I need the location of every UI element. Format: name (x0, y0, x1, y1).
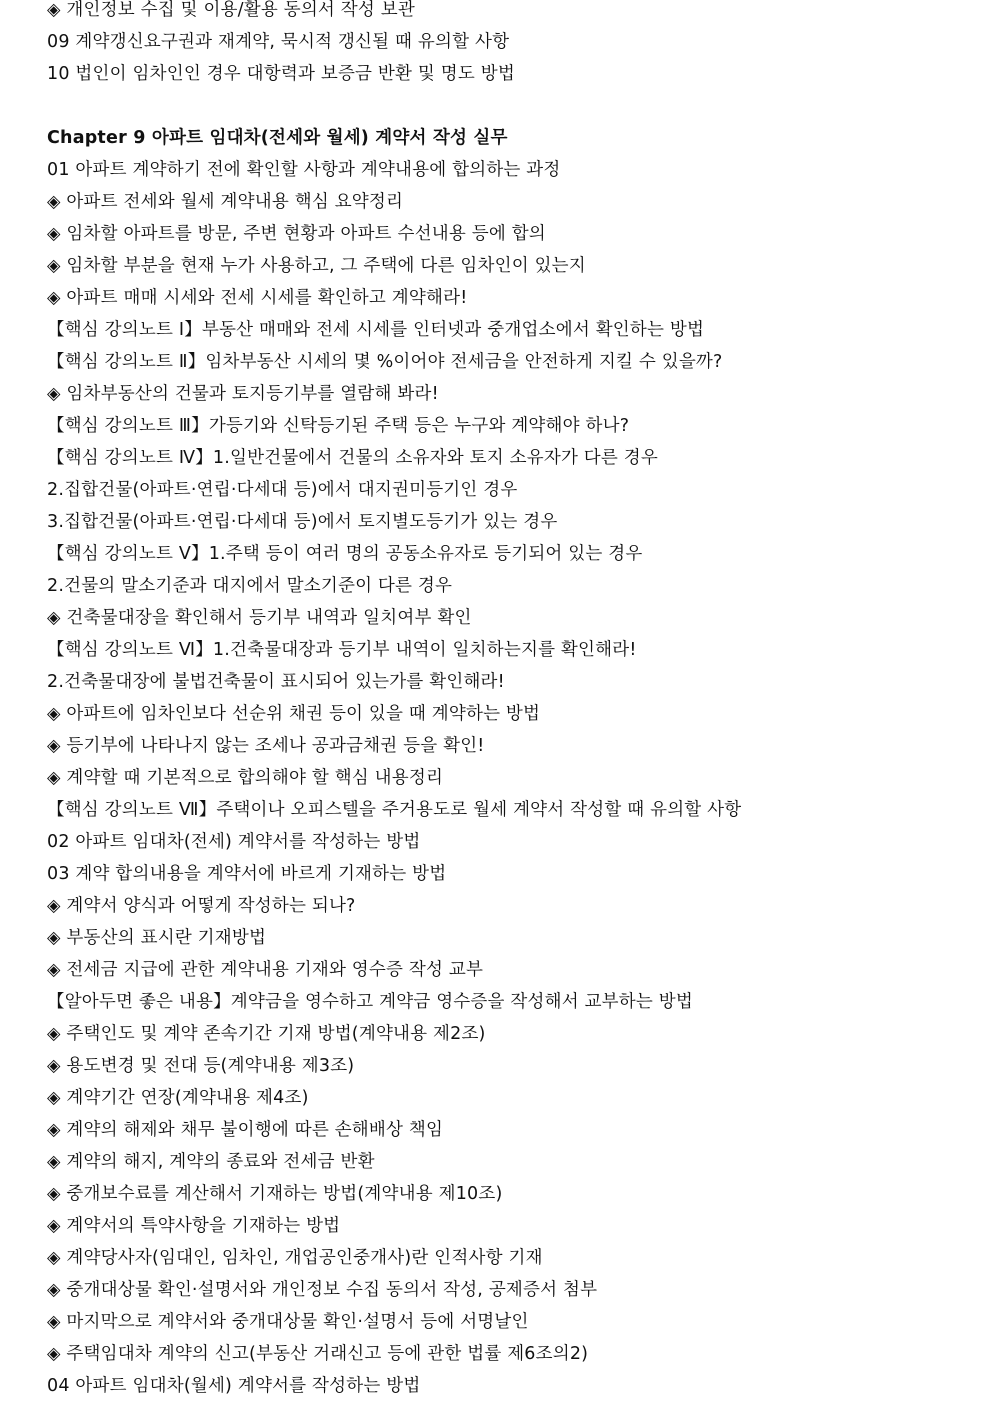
toc-line: 10 법인이 임차인인 경우 대항력과 보증금 반환 및 명도 방법 (47, 64, 515, 84)
toc-line: ◈ 아파트 매매 시세와 전세 시세를 확인하고 계약해라! (47, 288, 468, 308)
toc-line: 2.건물의 말소기준과 대지에서 말소기준이 다른 경우 (47, 576, 453, 596)
toc-line: ◈ 등기부에 나타나지 않는 조세나 공과금채권 등을 확인! (47, 736, 485, 756)
toc-line: 【핵심 강의노트 Ⅴ】1.주택 등이 여러 명의 공동소유자로 등기되어 있는 경우 (47, 544, 643, 564)
toc-line: 【핵심 강의노트 Ⅲ】가등기와 신탁등기된 주택 등은 누구와 계약해야 하나? (47, 416, 630, 436)
toc-line: ◈ 주택인도 및 계약 존속기간 기재 방법(계약내용 제2조) (47, 1024, 486, 1044)
toc-line: 02 아파트 임대차(전세) 계약서를 작성하는 방법 (47, 832, 421, 852)
toc-line: 【핵심 강의노트 Ⅶ】주택이나 오피스텔을 주거용도로 월세 계약서 작성할 때 유의할 사항 (47, 800, 742, 820)
toc-line: 【핵심 강의노트 Ⅵ】1.건축물대장과 등기부 내역이 일치하는지를 확인해라! (47, 640, 637, 660)
toc-line: 2.건축물대장에 불법건축물이 표시되어 있는가를 확인해라! (47, 672, 505, 692)
toc-line: ◈ 중개대상물 확인·설명서와 개인정보 수집 동의서 작성, 공제증서 첨부 (47, 1280, 598, 1300)
toc-line: ◈ 개인정보 수집 및 이용/활용 동의서 작성 보관 (47, 0, 415, 20)
toc-line: 09 계약갱신요구권과 재계약, 묵시적 갱신될 때 유의할 사항 (47, 32, 510, 52)
toc-line: ◈ 계약기간 연장(계약내용 제4조) (47, 1088, 309, 1108)
toc-line: 【알아두면 좋은 내용】계약금을 영수하고 계약금 영수증을 작성해서 교부하는 방법 (47, 992, 693, 1012)
toc-line: 3.집합건물(아파트·연립·다세대 등)에서 토지별도등기가 있는 경우 (47, 512, 558, 532)
toc-line: ◈ 계약당사자(임대인, 임차인, 개업공인중개사)란 인적사항 기재 (47, 1248, 543, 1268)
toc-line: ◈ 계약의 해제와 채무 불이행에 따른 손해배상 책임 (47, 1120, 444, 1140)
toc-line: ◈ 중개보수료를 계산해서 기재하는 방법(계약내용 제10조) (47, 1184, 503, 1204)
toc-line: ◈ 전세금 지급에 관한 계약내용 기재와 영수증 작성 교부 (47, 960, 484, 980)
toc-line: 【핵심 강의노트 Ⅱ】임차부동산 시세의 몇 %이어야 전세금을 안전하게 지킬 수 있을까? (47, 352, 723, 372)
toc-line: ◈ 계약서의 특약사항을 기재하는 방법 (47, 1216, 341, 1236)
toc-line: ◈ 마지막으로 계약서와 중개대상물 확인·설명서 등에 서명날인 (47, 1312, 529, 1332)
document-page (47, 0, 977, 1402)
toc-line: ◈ 아파트에 임차인보다 선순위 채권 등이 있을 때 계약하는 방법 (47, 704, 541, 724)
toc-line: 01 아파트 계약하기 전에 확인할 사항과 계약내용에 합의하는 과정 (47, 160, 561, 180)
toc-line: ◈ 임차할 아파트를 방문, 주변 현황과 아파트 수선내용 등에 합의 (47, 224, 546, 244)
toc-line: ◈ 아파트 전세와 월세 계약내용 핵심 요약정리 (47, 192, 404, 212)
toc-line: ◈ 주택임대차 계약의 신고(부동산 거래신고 등에 관한 법률 제6조의2) (47, 1344, 589, 1364)
toc-line: 03 계약 합의내용을 계약서에 바르게 기재하는 방법 (47, 864, 447, 884)
toc-line: 【핵심 강의노트 Ⅰ】부동산 매매와 전세 시세를 인터넷과 중개업소에서 확인하는 방법 (47, 320, 705, 340)
toc-line: ◈ 계약의 해지, 계약의 종료와 전세금 반환 (47, 1152, 375, 1172)
chapter-heading: Chapter 9 아파트 임대차(전세와 월세) 계약서 작성 실무 (47, 128, 508, 148)
toc-line: ◈ 계약서 양식과 어떻게 작성하는 되나? (47, 896, 356, 916)
toc-line: ◈ 부동산의 표시란 기재방법 (47, 928, 267, 948)
toc-line: 2.집합건물(아파트·연립·다세대 등)에서 대지권미등기인 경우 (47, 480, 518, 500)
toc-line: 【핵심 강의노트 Ⅳ】1.일반건물에서 건물의 소유자와 토지 소유자가 다른 경우 (47, 448, 658, 468)
blank-line (47, 90, 977, 122)
toc-line: ◈ 건축물대장을 확인해서 등기부 내역과 일치여부 확인 (47, 608, 472, 628)
toc-line: 04 아파트 임대차(월세) 계약서를 작성하는 방법 (47, 1376, 421, 1396)
toc-line: ◈ 계약할 때 기본적으로 합의해야 할 핵심 내용정리 (47, 768, 444, 788)
toc-line: ◈ 임차부동산의 건물과 토지등기부를 열람해 봐라! (47, 384, 439, 404)
toc-line: ◈ 임차할 부분을 현재 누가 사용하고, 그 주택에 다른 임차인이 있는지 (47, 256, 586, 276)
toc-line: ◈ 용도변경 및 전대 등(계약내용 제3조) (47, 1056, 355, 1076)
